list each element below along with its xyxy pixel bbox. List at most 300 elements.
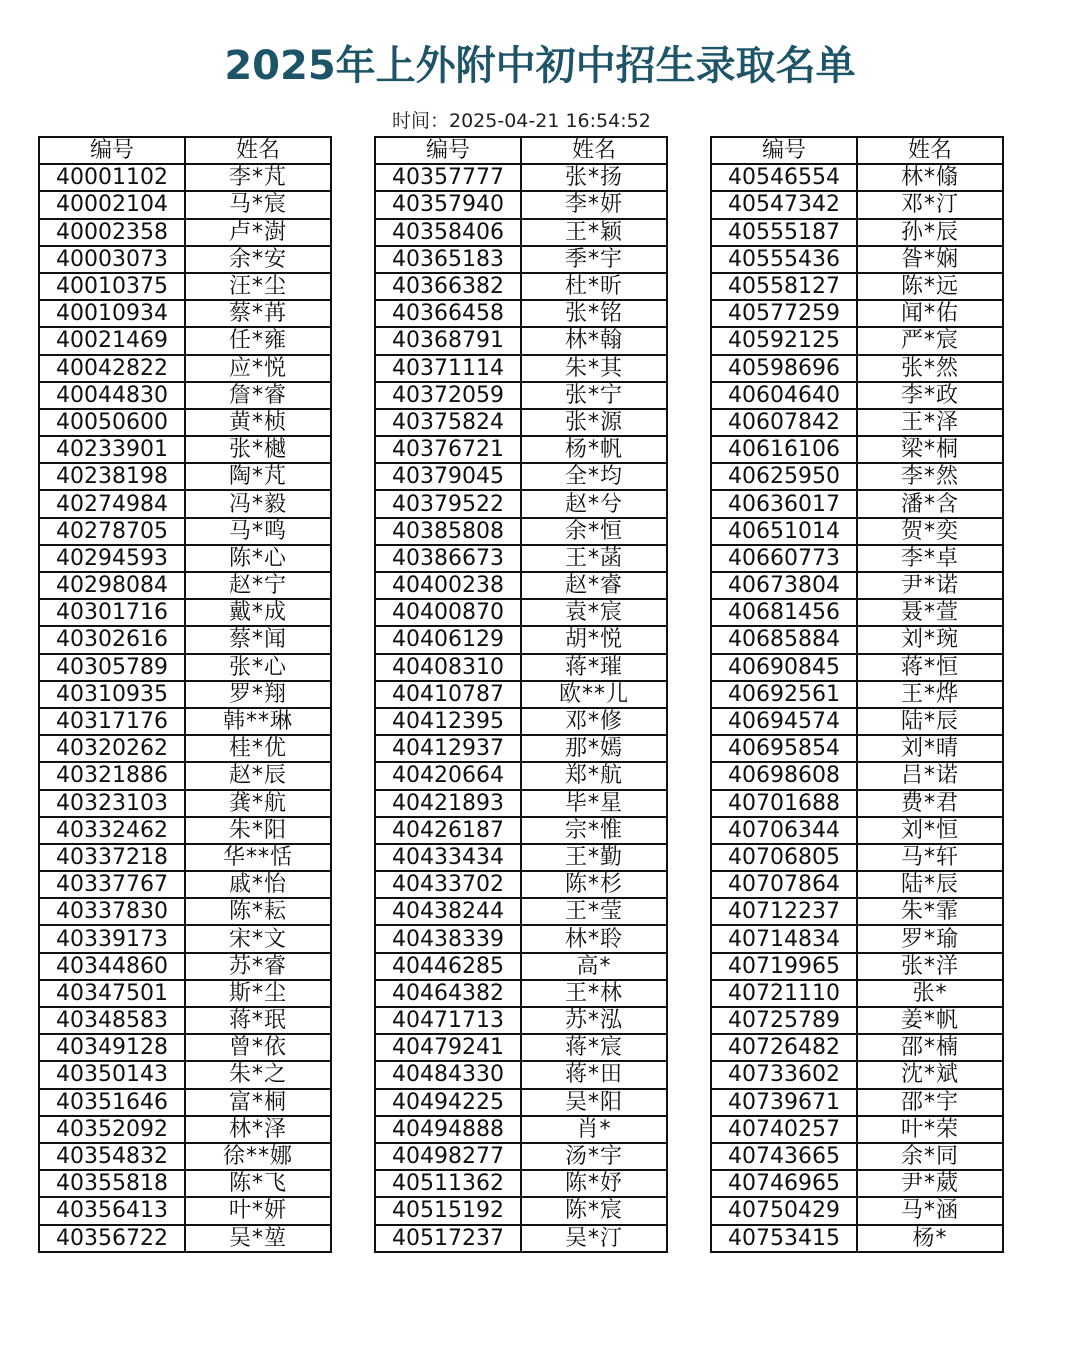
table-row xyxy=(375,300,667,327)
student-name-cell: 李*妍 xyxy=(521,191,667,218)
student-name-cell: 蒋*恒 xyxy=(857,654,1003,681)
student-name-cell: 那*嫣 xyxy=(521,735,667,762)
table-row xyxy=(39,436,331,463)
student-name-cell: 马*宸 xyxy=(185,191,331,218)
student-name-cell: 徐**娜 xyxy=(185,1143,331,1170)
student-id-cell: 40673804 xyxy=(711,572,857,599)
student-name-cell: 宋*文 xyxy=(185,925,331,952)
student-id-cell: 40598696 xyxy=(711,355,857,382)
student-id-cell: 40511362 xyxy=(375,1170,521,1197)
table-row xyxy=(39,1143,331,1170)
student-id-cell: 40558127 xyxy=(711,273,857,300)
student-id-cell: 40616106 xyxy=(711,436,857,463)
student-name-cell: 黄*桢 xyxy=(185,409,331,436)
student-name-cell: 余*恒 xyxy=(521,518,667,545)
student-id-cell: 40344860 xyxy=(39,953,185,980)
table-row xyxy=(375,1143,667,1170)
student-name-cell: 汪*尘 xyxy=(185,273,331,300)
student-id-cell: 40726482 xyxy=(711,1034,857,1061)
student-id-cell: 40714834 xyxy=(711,925,857,952)
student-id-cell: 40298084 xyxy=(39,572,185,599)
table-row xyxy=(375,980,667,1007)
student-id-cell: 40356413 xyxy=(39,1197,185,1224)
student-id-cell: 40494888 xyxy=(375,1116,521,1143)
student-id-cell: 40337767 xyxy=(39,871,185,898)
student-name-cell: 潘*含 xyxy=(857,490,1003,517)
student-name-cell: 张*扬 xyxy=(521,164,667,191)
student-id-cell: 40607842 xyxy=(711,409,857,436)
student-id-cell: 40379522 xyxy=(375,490,521,517)
student-name-cell: 应*悦 xyxy=(185,355,331,382)
table-row xyxy=(375,953,667,980)
student-id-cell: 40740257 xyxy=(711,1116,857,1143)
table-row xyxy=(39,164,331,191)
student-id-cell: 40555436 xyxy=(711,246,857,273)
student-id-cell: 40349128 xyxy=(39,1034,185,1061)
table-row xyxy=(711,382,1003,409)
student-name-cell: 王*莹 xyxy=(521,898,667,925)
student-name-cell: 孙*辰 xyxy=(857,219,1003,246)
admission-table-2 xyxy=(374,136,668,1253)
table-row xyxy=(375,1116,667,1143)
table-row xyxy=(375,871,667,898)
student-name-cell: 赵*宁 xyxy=(185,572,331,599)
table-row xyxy=(711,599,1003,626)
table-row xyxy=(711,572,1003,599)
table-row xyxy=(375,382,667,409)
student-name-cell: 陈*宸 xyxy=(521,1197,667,1224)
student-name-cell: 严*宸 xyxy=(857,327,1003,354)
table-row xyxy=(39,735,331,762)
table-header-row xyxy=(711,137,1003,164)
student-id-cell: 40379045 xyxy=(375,463,521,490)
student-id-cell: 40695854 xyxy=(711,735,857,762)
student-name-cell: 朱*阳 xyxy=(185,817,331,844)
student-name-cell: 欧**儿 xyxy=(521,681,667,708)
table-row xyxy=(711,817,1003,844)
table-row xyxy=(711,490,1003,517)
table-row xyxy=(711,762,1003,789)
table-row xyxy=(39,980,331,1007)
student-id-cell: 40438339 xyxy=(375,925,521,952)
table-row xyxy=(375,273,667,300)
student-id-cell: 40323103 xyxy=(39,790,185,817)
student-name-cell: 冯*毅 xyxy=(185,490,331,517)
table-row xyxy=(39,355,331,382)
student-name-cell: 余*同 xyxy=(857,1143,1003,1170)
table-row xyxy=(711,355,1003,382)
student-id-cell: 40739671 xyxy=(711,1089,857,1116)
student-name-cell: 姜*帆 xyxy=(857,1007,1003,1034)
table-row xyxy=(39,409,331,436)
admission-table-1 xyxy=(38,136,332,1253)
student-name-cell: 蒋*璀 xyxy=(521,654,667,681)
student-id-cell: 40577259 xyxy=(711,300,857,327)
table-row xyxy=(375,246,667,273)
table-row xyxy=(711,735,1003,762)
student-name-cell: 朱*霏 xyxy=(857,898,1003,925)
student-id-cell: 40420664 xyxy=(375,762,521,789)
student-name-cell: 罗*瑜 xyxy=(857,925,1003,952)
student-name-cell: 邓*修 xyxy=(521,708,667,735)
table-row xyxy=(39,681,331,708)
student-id-cell: 40233901 xyxy=(39,436,185,463)
table-row xyxy=(375,925,667,952)
student-id-cell: 40044830 xyxy=(39,382,185,409)
table-row xyxy=(375,327,667,354)
table-row xyxy=(711,463,1003,490)
student-id-cell: 40355818 xyxy=(39,1170,185,1197)
student-id-cell: 40498277 xyxy=(375,1143,521,1170)
student-name-cell: 刘*晴 xyxy=(857,735,1003,762)
student-name-cell: 张* xyxy=(857,980,1003,1007)
table-row xyxy=(39,572,331,599)
table-row xyxy=(711,654,1003,681)
student-name-cell: 斯*尘 xyxy=(185,980,331,1007)
student-name-cell: 陆*辰 xyxy=(857,708,1003,735)
student-id-cell: 40021469 xyxy=(39,327,185,354)
student-name-cell: 尹*诺 xyxy=(857,572,1003,599)
student-id-cell: 40681456 xyxy=(711,599,857,626)
student-name-cell: 王*勤 xyxy=(521,844,667,871)
student-id-cell: 40294593 xyxy=(39,545,185,572)
student-id-cell: 40719965 xyxy=(711,953,857,980)
student-id-cell: 40274984 xyxy=(39,490,185,517)
table-row xyxy=(375,1225,667,1252)
student-name-cell: 贺*奕 xyxy=(857,518,1003,545)
student-id-cell: 40354832 xyxy=(39,1143,185,1170)
student-id-cell: 40651014 xyxy=(711,518,857,545)
table-row xyxy=(39,246,331,273)
table-row xyxy=(711,164,1003,191)
student-name-cell: 赵*辰 xyxy=(185,762,331,789)
student-name-cell: 赵*睿 xyxy=(521,572,667,599)
student-id-cell: 40357777 xyxy=(375,164,521,191)
student-id-cell: 40592125 xyxy=(711,327,857,354)
student-name-cell: 陈*妤 xyxy=(521,1170,667,1197)
table-row xyxy=(39,191,331,218)
student-id-cell: 40371114 xyxy=(375,355,521,382)
table-row xyxy=(711,246,1003,273)
student-name-cell: 汤*宇 xyxy=(521,1143,667,1170)
student-id-cell: 40400238 xyxy=(375,572,521,599)
table-row xyxy=(711,1007,1003,1034)
table-row xyxy=(375,898,667,925)
table-row xyxy=(375,1197,667,1224)
table-row xyxy=(375,463,667,490)
table-row xyxy=(711,925,1003,952)
student-id-cell: 40358406 xyxy=(375,219,521,246)
student-id-cell: 40484330 xyxy=(375,1061,521,1088)
table-row xyxy=(39,300,331,327)
student-id-cell: 40365183 xyxy=(375,246,521,273)
table-row xyxy=(375,762,667,789)
student-name-cell: 林*翛 xyxy=(857,164,1003,191)
table-row xyxy=(375,518,667,545)
table-row xyxy=(39,626,331,653)
table-row xyxy=(39,463,331,490)
student-name-cell: 叶*妍 xyxy=(185,1197,331,1224)
student-id-cell: 40515192 xyxy=(375,1197,521,1224)
student-id-cell: 40350143 xyxy=(39,1061,185,1088)
table-row xyxy=(39,219,331,246)
student-id-cell: 40410787 xyxy=(375,681,521,708)
header-name: 姓名 xyxy=(521,137,667,164)
student-id-cell: 40400870 xyxy=(375,599,521,626)
student-id-cell: 40547342 xyxy=(711,191,857,218)
student-name-cell: 朱*其 xyxy=(521,355,667,382)
table-row xyxy=(39,1007,331,1034)
table-row xyxy=(375,191,667,218)
student-name-cell: 赵*兮 xyxy=(521,490,667,517)
student-id-cell: 40753415 xyxy=(711,1225,857,1252)
student-id-cell: 40332462 xyxy=(39,817,185,844)
table-row xyxy=(711,871,1003,898)
header-name: 姓名 xyxy=(857,137,1003,164)
student-id-cell: 40356722 xyxy=(39,1225,185,1252)
student-name-cell: 华**恬 xyxy=(185,844,331,871)
student-id-cell: 40426187 xyxy=(375,817,521,844)
table-row xyxy=(39,1061,331,1088)
student-id-cell: 40386673 xyxy=(375,545,521,572)
student-name-cell: 王*烨 xyxy=(857,681,1003,708)
student-name-cell: 高* xyxy=(521,953,667,980)
table-row xyxy=(711,1197,1003,1224)
student-id-cell: 40366382 xyxy=(375,273,521,300)
table-row xyxy=(39,1116,331,1143)
table-row xyxy=(375,436,667,463)
student-id-cell: 40385808 xyxy=(375,518,521,545)
table-row xyxy=(711,436,1003,463)
student-name-cell: 蔡*闻 xyxy=(185,626,331,653)
student-name-cell: 陈*远 xyxy=(857,273,1003,300)
student-name-cell: 吕*诺 xyxy=(857,762,1003,789)
table-row xyxy=(375,355,667,382)
header-id: 编号 xyxy=(39,137,185,164)
table-row xyxy=(711,708,1003,735)
student-name-cell: 张*源 xyxy=(521,409,667,436)
student-id-cell: 40408310 xyxy=(375,654,521,681)
student-id-cell: 40433434 xyxy=(375,844,521,871)
student-name-cell: 张*心 xyxy=(185,654,331,681)
table-row xyxy=(711,980,1003,1007)
table-row xyxy=(711,790,1003,817)
student-name-cell: 费*君 xyxy=(857,790,1003,817)
table-row xyxy=(39,518,331,545)
table-row xyxy=(39,599,331,626)
table-row xyxy=(39,1225,331,1252)
table-row xyxy=(375,409,667,436)
student-name-cell: 季*宇 xyxy=(521,246,667,273)
table-row xyxy=(39,273,331,300)
table-row xyxy=(39,382,331,409)
table-row xyxy=(375,790,667,817)
header-name: 姓名 xyxy=(185,137,331,164)
student-id-cell: 40321886 xyxy=(39,762,185,789)
student-name-cell: 陈*杉 xyxy=(521,871,667,898)
student-id-cell: 40750429 xyxy=(711,1197,857,1224)
table-row xyxy=(39,1197,331,1224)
table-row xyxy=(39,898,331,925)
table-row xyxy=(711,409,1003,436)
table-row xyxy=(39,1170,331,1197)
student-id-cell: 40694574 xyxy=(711,708,857,735)
table-row xyxy=(375,572,667,599)
student-name-cell: 朱*之 xyxy=(185,1061,331,1088)
student-name-cell: 邵*楠 xyxy=(857,1034,1003,1061)
table-row xyxy=(711,1225,1003,1252)
student-id-cell: 40002104 xyxy=(39,191,185,218)
student-name-cell: 龚*航 xyxy=(185,790,331,817)
student-id-cell: 40446285 xyxy=(375,953,521,980)
student-id-cell: 40010934 xyxy=(39,300,185,327)
student-id-cell: 40010375 xyxy=(39,273,185,300)
student-name-cell: 詹*睿 xyxy=(185,382,331,409)
student-name-cell: 陈*飞 xyxy=(185,1170,331,1197)
student-name-cell: 富*桐 xyxy=(185,1089,331,1116)
student-id-cell: 40317176 xyxy=(39,708,185,735)
student-name-cell: 全*均 xyxy=(521,463,667,490)
student-name-cell: 张*然 xyxy=(857,355,1003,382)
student-id-cell: 40690845 xyxy=(711,654,857,681)
student-id-cell: 40604640 xyxy=(711,382,857,409)
table-row xyxy=(375,654,667,681)
table-header-row xyxy=(39,137,331,164)
student-name-cell: 郑*航 xyxy=(521,762,667,789)
student-id-cell: 40050600 xyxy=(39,409,185,436)
student-name-cell: 张*洋 xyxy=(857,953,1003,980)
table-row xyxy=(711,300,1003,327)
student-id-cell: 40375824 xyxy=(375,409,521,436)
student-id-cell: 40707864 xyxy=(711,871,857,898)
student-name-cell: 蒋*珉 xyxy=(185,1007,331,1034)
table-row xyxy=(375,1007,667,1034)
student-id-cell: 40433702 xyxy=(375,871,521,898)
table-row xyxy=(39,871,331,898)
table-row xyxy=(39,545,331,572)
student-id-cell: 40376721 xyxy=(375,436,521,463)
student-name-cell: 杨* xyxy=(857,1225,1003,1252)
table-row xyxy=(375,545,667,572)
table-row xyxy=(711,953,1003,980)
page-title: 2025年上外附中初中招生录取名单 xyxy=(224,43,856,89)
table-row xyxy=(711,1034,1003,1061)
student-name-cell: 王*林 xyxy=(521,980,667,1007)
student-id-cell: 40301716 xyxy=(39,599,185,626)
table-row xyxy=(375,708,667,735)
table-row xyxy=(375,681,667,708)
student-name-cell: 刘*琬 xyxy=(857,626,1003,653)
student-id-cell: 40003073 xyxy=(39,246,185,273)
student-name-cell: 陶*芃 xyxy=(185,463,331,490)
student-name-cell: 蒋*宸 xyxy=(521,1034,667,1061)
header-id: 编号 xyxy=(375,137,521,164)
table-row xyxy=(39,490,331,517)
table-row xyxy=(39,327,331,354)
student-id-cell: 40238198 xyxy=(39,463,185,490)
table-row xyxy=(375,844,667,871)
student-id-cell: 40305789 xyxy=(39,654,185,681)
student-name-cell: 毕*星 xyxy=(521,790,667,817)
student-name-cell: 马*涵 xyxy=(857,1197,1003,1224)
student-name-cell: 曾*依 xyxy=(185,1034,331,1061)
table-row xyxy=(711,327,1003,354)
student-id-cell: 40625950 xyxy=(711,463,857,490)
student-name-cell: 胡*悦 xyxy=(521,626,667,653)
student-name-cell: 戴*成 xyxy=(185,599,331,626)
table-row xyxy=(39,708,331,735)
student-name-cell: 卢*澍 xyxy=(185,219,331,246)
student-name-cell: 马*轩 xyxy=(857,844,1003,871)
student-name-cell: 李*然 xyxy=(857,463,1003,490)
student-id-cell: 40546554 xyxy=(711,164,857,191)
student-id-cell: 40368791 xyxy=(375,327,521,354)
student-id-cell: 40706344 xyxy=(711,817,857,844)
table-row xyxy=(711,191,1003,218)
student-name-cell: 闻*佑 xyxy=(857,300,1003,327)
student-id-cell: 40347501 xyxy=(39,980,185,1007)
student-name-cell: 王*泽 xyxy=(857,409,1003,436)
student-name-cell: 邓*汀 xyxy=(857,191,1003,218)
student-id-cell: 40438244 xyxy=(375,898,521,925)
student-name-cell: 桂*优 xyxy=(185,735,331,762)
student-id-cell: 40421893 xyxy=(375,790,521,817)
table-row xyxy=(711,219,1003,246)
student-id-cell: 40464382 xyxy=(375,980,521,1007)
table-row xyxy=(375,1034,667,1061)
student-name-cell: 刘*恒 xyxy=(857,817,1003,844)
table-row xyxy=(39,1034,331,1061)
student-name-cell: 林*聆 xyxy=(521,925,667,952)
student-name-cell: 邵*宇 xyxy=(857,1089,1003,1116)
student-id-cell: 40698608 xyxy=(711,762,857,789)
table-row xyxy=(375,1061,667,1088)
student-name-cell: 王*菡 xyxy=(521,545,667,572)
student-id-cell: 40002358 xyxy=(39,219,185,246)
student-name-cell: 李*芃 xyxy=(185,164,331,191)
table-row xyxy=(39,844,331,871)
student-name-cell: 杜*昕 xyxy=(521,273,667,300)
student-id-cell: 40555187 xyxy=(711,219,857,246)
student-name-cell: 罗*翔 xyxy=(185,681,331,708)
table-row xyxy=(39,790,331,817)
student-id-cell: 40636017 xyxy=(711,490,857,517)
student-name-cell: 肖* xyxy=(521,1116,667,1143)
table-row xyxy=(39,925,331,952)
student-name-cell: 马*鸣 xyxy=(185,518,331,545)
student-name-cell: 张*樾 xyxy=(185,436,331,463)
table-row xyxy=(711,273,1003,300)
student-name-cell: 任*雍 xyxy=(185,327,331,354)
header-id: 编号 xyxy=(711,137,857,164)
student-id-cell: 40706805 xyxy=(711,844,857,871)
student-id-cell: 40685884 xyxy=(711,626,857,653)
table-row xyxy=(39,817,331,844)
table-row xyxy=(711,844,1003,871)
table-row xyxy=(375,1089,667,1116)
student-id-cell: 40494225 xyxy=(375,1089,521,1116)
student-name-cell: 王*颖 xyxy=(521,219,667,246)
student-id-cell: 40517237 xyxy=(375,1225,521,1252)
table-row xyxy=(711,898,1003,925)
timestamp: 时间：2025-04-21 16:54:52 xyxy=(392,110,651,132)
table-header-row xyxy=(375,137,667,164)
student-name-cell: 袁*宸 xyxy=(521,599,667,626)
student-id-cell: 40712237 xyxy=(711,898,857,925)
student-name-cell: 林*泽 xyxy=(185,1116,331,1143)
table-row xyxy=(375,599,667,626)
student-name-cell: 梁*桐 xyxy=(857,436,1003,463)
